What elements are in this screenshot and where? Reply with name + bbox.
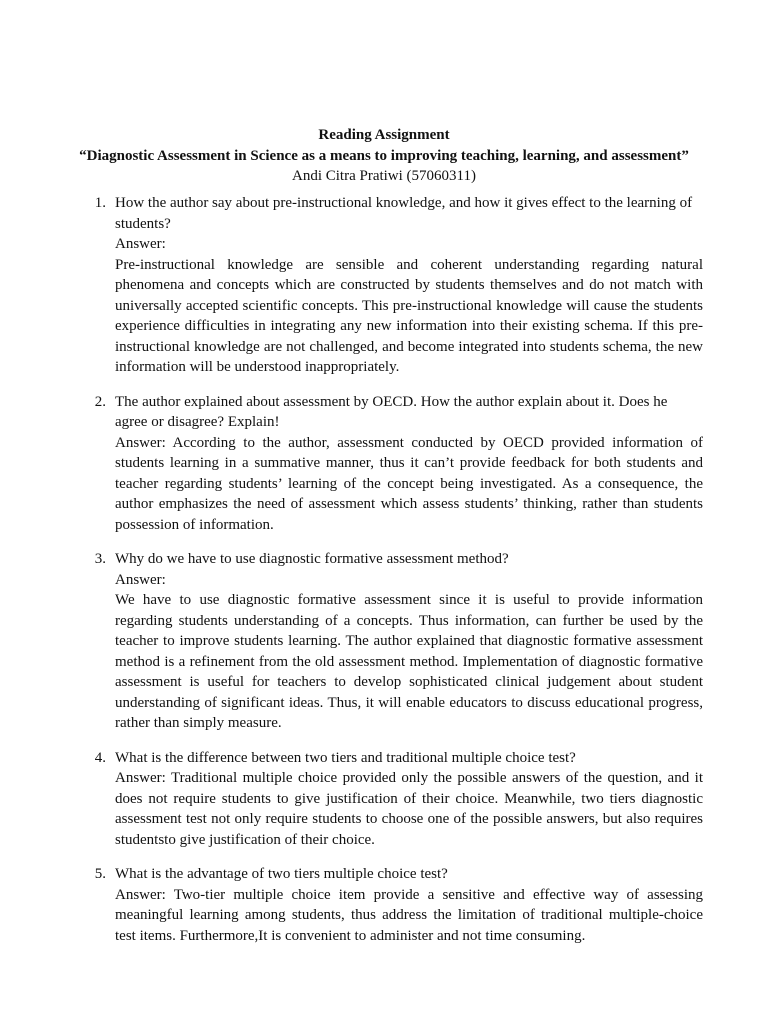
question-number: 1. — [94, 195, 106, 211]
question-text: What is the difference between two tiers and traditional multiple choice test? — [115, 749, 576, 766]
question-item — [86, 864, 703, 946]
question-item — [86, 392, 703, 536]
question-text: The author explained about assessment by OECD. How the author explain about it. Does he agree or disagree? Explain! — [115, 393, 668, 430]
answer-text: Answer: Traditional multiple choice provided only the possible answers of the question, and it does not require students to give justification of their choice. Meanwhile, two tiers diagnostic assessment test not only require students to choose one of the possible answers, but also requires studentsto give justification of their choice. — [115, 770, 703, 848]
question-number: 5. — [94, 866, 106, 882]
answer-label: Answer: — [115, 236, 166, 252]
question-text: How the author say about pre-instructional knowledge, and how it gives effect to the learning of students? — [115, 195, 693, 232]
question-text: What is the advantage of two tiers multiple choice test? — [115, 866, 448, 882]
question-number: 3. — [94, 551, 106, 567]
question-item — [86, 748, 703, 851]
answer-text: Pre-instructional knowledge are sensible and coherent understanding regarding natural phenomena and concepts which are constructed by students themselves and do not match with universally accepted scientific concepts. This pre-instructional knowledge will cause the students experience difficulties in integrating any new information into their existing schema. If this pre-instructional knowledge are not challenged, and become integrated into students schema, the new information will be understood inappropriately. — [115, 256, 703, 375]
answer-text: Answer: According to the author, assessment conducted by OECD provided information of students learning in a summative manner, thus it can’t provide feedback for both students and teacher regarding students’ learning of the concept being investigated. As a consequence, the author emphasizes the need of assessment which assess students’ thinking, rather than students possession of information. — [115, 434, 703, 533]
question-item — [86, 193, 703, 378]
question-list — [86, 193, 703, 960]
author-line: Andi Citra Pratiwi (57060311) — [291, 168, 476, 184]
document-title: Reading Assignment — [318, 127, 450, 143]
answer-label: Answer: — [115, 571, 166, 588]
answer-text: We have to use diagnostic formative assessment since it is useful to provide information regarding students understanding of a concepts. Thus information, can further be used by the teacher to improve students learning. The author explained that diagnostic formative assessment method is a refinement from the old assessment method. Implementation of diagnostic formative assessment is useful for teachers to develop sophisticated clinical judgement about student understanding of significant ideas. Thus, it will enable educators to discuss educational progress, rather than simply measure. — [115, 592, 703, 731]
question-number: 4. — [94, 749, 106, 766]
question-text: Why do we have to use diagnostic formative assessment method? — [115, 551, 509, 567]
article-title: “Diagnostic Assessment in Science as a means to improving teaching, learning, and assessment” — [79, 147, 689, 164]
answer-text: Answer: Two-tier multiple choice item provide a sensitive and effective way of assessing meaningful learning among students, thus address the limitation of traditional multiple-choice test items. Furthermore,It is convenient to administer and not time consuming. — [115, 886, 703, 944]
question-number: 2. — [94, 393, 106, 410]
question-item — [86, 549, 703, 734]
document-header — [0, 125, 768, 187]
